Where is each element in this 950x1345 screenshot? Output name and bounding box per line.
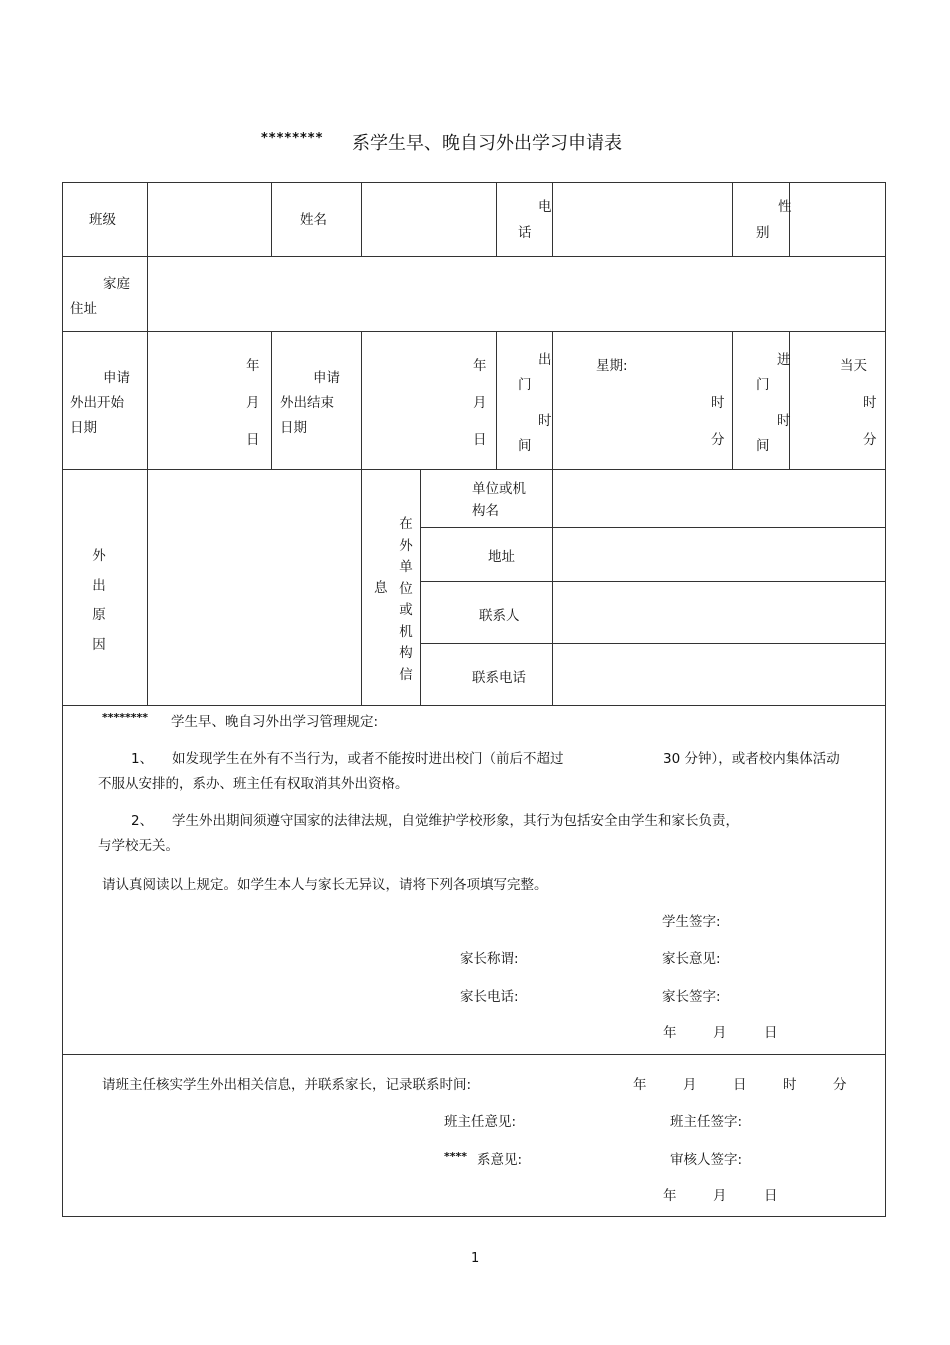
in-minute-label: 分: [863, 432, 877, 448]
contact-label: 联系人: [479, 608, 520, 624]
org-address-label: 地址: [488, 549, 515, 565]
parent-phone-label: 家长电话:: [460, 989, 519, 1005]
out-time-label-4: 间: [518, 438, 532, 454]
dept-opinion-label: 系意见:: [477, 1152, 523, 1168]
org-info-label-tail: 息: [374, 580, 388, 596]
contact-phone-field[interactable]: [553, 644, 884, 704]
page-number: 1: [471, 1251, 480, 1266]
end-day-label: 日: [473, 432, 487, 448]
teacher-sign-field[interactable]: [752, 1106, 877, 1130]
rule-1-text-a: 如发现学生在外有不当行为，或者不能按时进出校门（前后不超过: [172, 751, 564, 767]
org-name-label-1: 单位或机: [472, 481, 526, 497]
org-info-label: 在外单位或机构信: [399, 516, 413, 683]
parent-opinion-label: 家长意见:: [662, 951, 721, 967]
out-minute-label: 分: [711, 432, 725, 448]
end-date-label-3: 日期: [280, 420, 307, 436]
rules-day-label: 日: [764, 1025, 778, 1041]
in-hour-label: 时: [863, 395, 877, 411]
verify-hour-label: 时: [783, 1077, 797, 1093]
org-name-label-2: 构名: [472, 503, 499, 519]
reviewer-sign-field[interactable]: [752, 1144, 877, 1168]
page-title: 系学生早、晚自习外出学习申请表: [352, 133, 622, 154]
rule-2-text-b: 与学校无关。: [98, 838, 179, 854]
org-address-field[interactable]: [553, 528, 884, 580]
reviewer-sign-label: 审核人签字:: [670, 1152, 743, 1168]
dept-stars: ****: [444, 1150, 468, 1163]
parent-opinion-field[interactable]: [735, 943, 875, 967]
rules-month-label: 月: [713, 1025, 727, 1041]
start-day-label: 日: [246, 432, 260, 448]
start-year-label: 年: [246, 358, 260, 374]
verify-minute-label: 分: [833, 1077, 847, 1093]
rules-notice: 请认真阅读以上规定。如学生本人与家长无异议，请将下列各项填写完整。: [102, 877, 548, 893]
start-date-label-1: 申请: [103, 370, 130, 386]
out-time-label-2: 门: [518, 377, 532, 393]
student-sign-label: 学生签字:: [662, 914, 721, 930]
reason-label: 外出原因: [92, 548, 106, 653]
gender-label-1: 性: [778, 199, 792, 215]
phone-field[interactable]: [553, 183, 731, 255]
weekday-label: 星期:: [596, 358, 628, 374]
class-label: 班级: [89, 212, 116, 228]
title-stars: ********: [261, 131, 324, 146]
end-date-label-1: 申请: [313, 370, 340, 386]
out-time-label-3: 时: [538, 413, 552, 429]
verify-year2-label: 年: [663, 1188, 677, 1204]
rule-2-text-a: 学生外出期间须遵守国家的法律法规，自觉维护学校形象，其行为包括安全由学生和家长负责，: [172, 813, 739, 829]
address-field[interactable]: [148, 257, 884, 330]
teacher-sign-label: 班主任签字:: [670, 1114, 743, 1130]
gender-label-2: 别: [756, 225, 770, 241]
class-field[interactable]: [148, 183, 270, 255]
start-month-label: 月: [246, 395, 260, 411]
rule-2-number: 2、: [131, 813, 154, 829]
verify-text: 请班主任核实学生外出相关信息，并联系家长，记录联系时间:: [102, 1077, 472, 1093]
address-label-2: 住址: [70, 301, 97, 317]
verify-day2-label: 日: [764, 1188, 778, 1204]
start-date-label-3: 日期: [70, 420, 97, 436]
contact-field[interactable]: [553, 582, 884, 642]
dept-opinion-field[interactable]: [530, 1144, 658, 1168]
rules-year-label: 年: [663, 1025, 677, 1041]
end-year-label: 年: [473, 358, 487, 374]
same-day-label: 当天: [840, 358, 867, 374]
org-name-field[interactable]: [553, 470, 884, 526]
gender-field[interactable]: [790, 183, 884, 255]
rule-1-text-c: 不服从安排的，系办、班主任有权取消其外出资格。: [98, 776, 409, 792]
parent-title-field[interactable]: [530, 943, 650, 967]
contact-phone-label: 联系电话: [472, 670, 526, 686]
parent-sign-label: 家长签字:: [662, 989, 721, 1005]
rules-heading: 学生早、晚自习外出学习管理规定:: [171, 714, 379, 730]
start-date-label-2: 外出开始: [70, 395, 124, 411]
out-time-label-1: 出: [538, 352, 552, 368]
phone-label-2: 话: [518, 225, 532, 241]
out-hour-label: 时: [711, 395, 725, 411]
in-time-label-1: 进: [777, 352, 791, 368]
verify-month-label: 月: [683, 1077, 697, 1093]
teacher-opinion-label: 班主任意见:: [444, 1114, 517, 1130]
rules-stars: ********: [102, 711, 149, 724]
name-label: 姓名: [300, 212, 327, 228]
verify-month2-label: 月: [713, 1188, 727, 1204]
parent-title-label: 家长称谓:: [460, 951, 519, 967]
phone-label-1: 电: [538, 199, 552, 215]
rule-1-text-b: 30 分钟），或者校内集体活动: [663, 751, 840, 767]
parent-phone-field[interactable]: [530, 981, 650, 1005]
verify-day-label: 日: [733, 1077, 747, 1093]
parent-sign-field[interactable]: [735, 981, 875, 1005]
name-field[interactable]: [362, 183, 495, 255]
student-sign-field[interactable]: [735, 906, 875, 930]
verify-year-label: 年: [633, 1077, 647, 1093]
rule-1-number: 1、: [131, 751, 154, 767]
in-time-label-3: 时: [777, 413, 791, 429]
in-time-label-2: 门: [756, 377, 770, 393]
address-label-1: 家庭: [103, 276, 130, 292]
end-month-label: 月: [473, 395, 487, 411]
teacher-opinion-field[interactable]: [528, 1106, 658, 1130]
reason-field[interactable]: [148, 470, 360, 704]
end-date-label-2: 外出结束: [280, 395, 334, 411]
in-time-label-4: 间: [756, 438, 770, 454]
